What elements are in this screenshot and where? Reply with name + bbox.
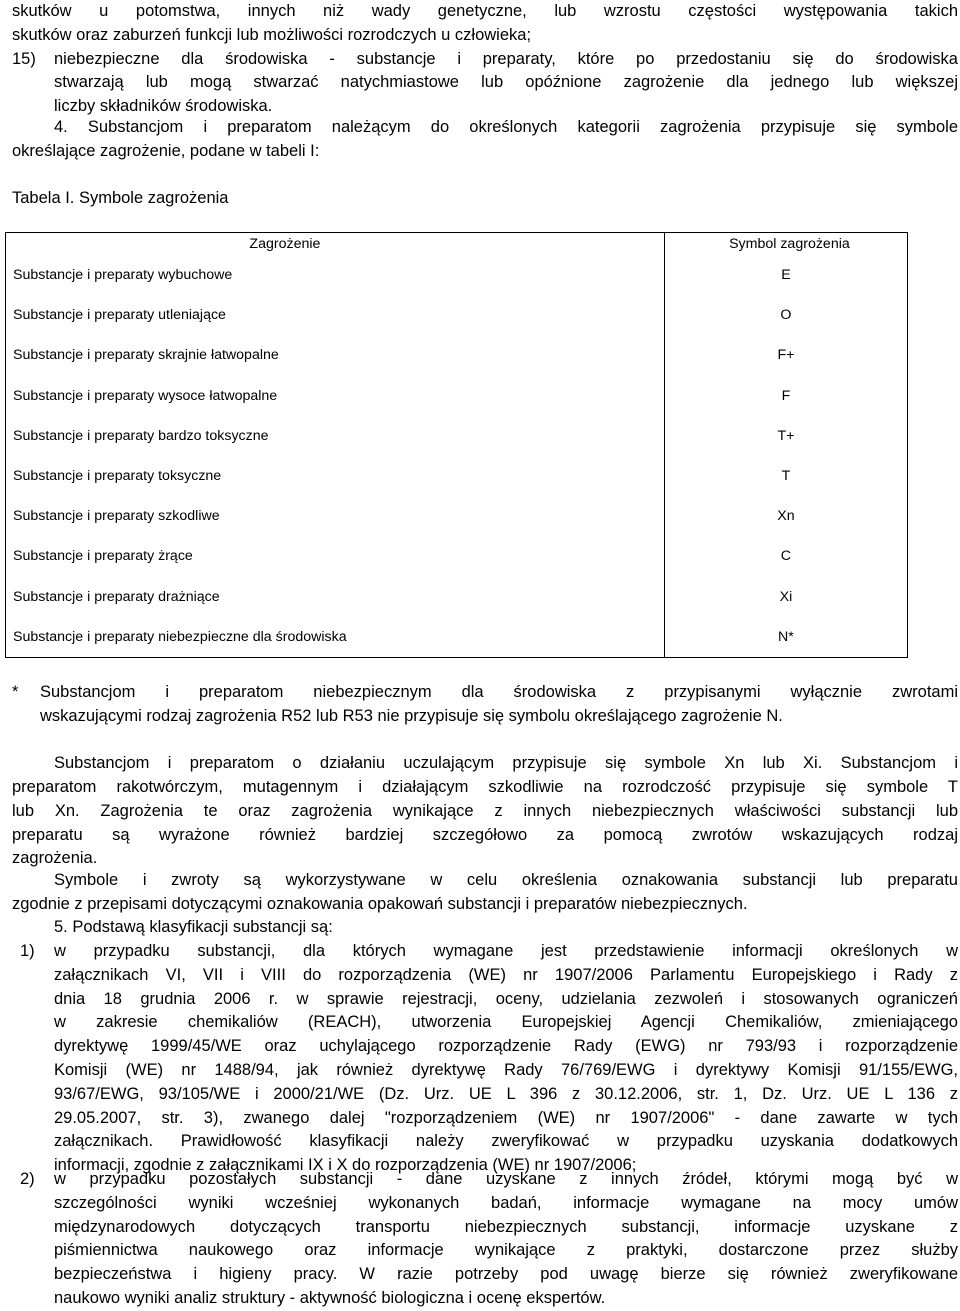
text-line: stwarzają lub mogą stwarzać natychmiastowe lub opóźnione zagrożenie dla jednego lub większej <box>54 73 958 92</box>
text-line: 29.05.2007, str. 3), zwanego dalej "rozporządzeniem (WE) nr 1907/2006" - dane zawarte w tych <box>54 1108 958 1127</box>
text-line: naukowo wyniki analiz struktury - aktywność biologiczna i ocenę ekspertów. <box>54 1288 606 1307</box>
hazard-cell: Substancje i preparaty toksyczne <box>13 468 222 485</box>
hazard-cell: Substancje i preparaty skrajnie łatwopalne <box>13 347 279 364</box>
text-line: w przypadku pozostałych substancji - dane uzyskane z innych źródeł, którymi mogą być w <box>54 1170 958 1188</box>
text-line: niebezpieczne dla środowiska - substancje i preparaty, które po przedostaniu się do środowiska <box>54 49 958 68</box>
table-row <box>6 577 908 617</box>
footnote-mark: * <box>12 683 19 701</box>
table-row <box>6 335 908 375</box>
text-line: preparatu są wyrażone również bardziej szczegółowo za pomocą zwrotów wskazujących rodzaj <box>12 825 958 844</box>
table-caption: Tabela I. Symbole zagrożenia <box>12 189 229 207</box>
section-5-item-1 <box>54 940 958 1178</box>
symbol-cell: F+ <box>664 335 907 375</box>
hazard-cell: Substancje i preparaty utleniające <box>13 307 226 324</box>
symbol-cell: T <box>664 456 907 496</box>
hazard-symbols-table <box>5 232 908 658</box>
text-line: 93/67/EWG, 93/105/WE i 2000/21/WE (Dz. Urz. UE L 396 z 30.12.2006, str. 1, Dz. Urz. UE L 136 z <box>54 1084 958 1103</box>
text-line: informacji, zgodnie z załącznikami IX i X do rozporządzenia (WE) nr 1907/2006; <box>54 1156 637 1175</box>
paragraph-sensitizing <box>54 752 958 776</box>
symbol-cell: Xi <box>664 577 907 617</box>
header-symbol: Symbol zagrożenia <box>664 233 907 256</box>
text-line: szczególności wyniki wcześniej wykonanych badań, informacje wymagane na mocy umów <box>54 1193 958 1212</box>
table-header-row <box>6 233 908 256</box>
text-line: określające zagrożenie, podane w tabeli I: <box>12 142 320 160</box>
text-line: lub Xn. Zagrożenia te oraz zagrożenia wynikające z innych niebezpiecznych właściwości substancji lub <box>12 801 958 820</box>
table-row <box>6 295 908 335</box>
paragraph-symbols-cont <box>12 893 958 917</box>
table-row <box>6 416 908 456</box>
table-row <box>6 617 908 658</box>
symbol-cell: C <box>664 536 907 576</box>
text-line: w przypadku substancji, dla których wymagane jest przedstawienie informacji określonych w <box>54 942 958 960</box>
text-line: załącznikach VI, VII i VIII do rozporządzenia (WE) nr 1907/2006 Parlamentu Europejskiego i Rady z <box>54 965 958 984</box>
list-number: 1) <box>20 942 35 960</box>
list-number: 2) <box>20 1170 35 1188</box>
symbol-cell: T+ <box>664 416 907 456</box>
table-row <box>6 536 908 576</box>
text-line: skutków oraz zaburzeń funkcji lub możliwości rozrodczych u człowieka; <box>12 25 532 44</box>
header-hazard: Zagrożenie <box>249 236 321 252</box>
hazard-cell: Substancje i preparaty szkodliwe <box>13 508 220 525</box>
text-line: preparatom rakotwórczym, mutagennym i działającym szkodliwie na rozrodczość przypisuje się symbole T <box>12 778 958 796</box>
table-row <box>6 456 908 496</box>
text-line: załącznikach. Prawidłowość klasyfikacji należy zweryfikować w przypadku uzyskania dodatkowych <box>54 1132 958 1151</box>
list-item-15 <box>54 48 958 119</box>
text-line: Komisji (WE) nr 1488/94, jak również dyrektywę Rady 76/769/EWG i dyrektywy Komisji 91/155/EWG, <box>54 1060 958 1079</box>
text-line: Substancjom i preparatom niebezpiecznym dla środowiska z przypisanymi wyłącznie zwrotami <box>40 683 958 701</box>
text-line: w zakresie chemikaliów (REACH), utworzenia Europejskiej Agencji Chemikaliów, zmieniającego <box>54 1013 958 1032</box>
hazard-cell: Substancje i preparaty drażniące <box>13 588 220 605</box>
symbol-cell: E <box>664 255 907 295</box>
hazard-cell: Substancje i preparaty wybuchowe <box>13 267 233 284</box>
symbol-cell: Xn <box>664 496 907 536</box>
text-line: piśmiennictwa naukowego oraz informacje wynikające z praktyki, dostarczone przez służby <box>54 1241 958 1260</box>
text-line: Symbole i zwroty są wykorzystywane w celu określenia oznakowania substancji lub preparatu <box>54 871 958 889</box>
section-5-heading: 5. Podstawą klasyfikacji substancji są: <box>54 918 333 936</box>
hazard-cell: Substancje i preparaty wysoce łatwopalne <box>13 387 278 404</box>
hazard-cell: Substancje i preparaty bardzo toksyczne <box>13 427 269 444</box>
symbol-cell: N* <box>664 617 907 658</box>
text-line: zgodnie z przepisami dotyczącymi oznakowania opakowań substancji i preparatów niebezpiecznych. <box>12 895 748 913</box>
hazard-cell: Substancje i preparaty niebezpieczne dla środowiska <box>13 628 347 645</box>
text-line: skutków u potomstwa, innych niż wady genetyczne, lub wzrostu częstości występowania takich <box>12 2 958 20</box>
table-row <box>6 376 908 416</box>
text-line: Substancjom i preparatom o działaniu uczulającym przypisuje się symbole Xn lub Xi. Substancjom i <box>54 754 958 772</box>
symbol-cell: F <box>664 376 907 416</box>
list-number: 15) <box>12 49 36 68</box>
section-5-item-2 <box>54 1168 958 1311</box>
paragraph-symbols <box>54 869 958 893</box>
section-4-paragraph <box>54 116 958 140</box>
footnote <box>40 681 958 729</box>
text-line: bezpieczeństwa i higieny pracy. W razie potrzeby pod uwagę bierze się również zweryfikowane <box>54 1265 958 1284</box>
table-row <box>6 255 908 295</box>
text-line: dyrektywę 1999/45/WE oraz uchylającego rozporządzenie Rady (EWG) nr 793/93 i rozporządzenie <box>54 1037 958 1056</box>
text-line: liczby składników środowiska. <box>54 97 273 116</box>
symbol-cell: O <box>664 295 907 335</box>
text-line: wskazującymi rodzaj zagrożenia R52 lub R53 nie przypisuje się symbolu określającego zagrożenie N. <box>40 706 783 725</box>
intro-continuation <box>12 0 958 48</box>
section-4-paragraph-cont <box>12 140 958 164</box>
text-line: zagrożenia. <box>12 849 98 868</box>
text-line: dnia 18 grudnia 2006 r. w sprawie rejestracji, oceny, udzielania zezwoleń i stosowanych ograniczeń <box>54 989 958 1008</box>
table-row <box>6 496 908 536</box>
text-line: międzynarodowych dotyczących transportu niebezpiecznych substancji, informacje uzyskane z <box>54 1217 958 1236</box>
hazard-cell: Substancje i preparaty żrące <box>13 548 193 565</box>
text-line: 4. Substancjom i preparatom należącym do określonych kategorii zagrożenia przypisuje się symbole <box>54 118 958 136</box>
paragraph-sensitizing-cont <box>12 776 958 871</box>
